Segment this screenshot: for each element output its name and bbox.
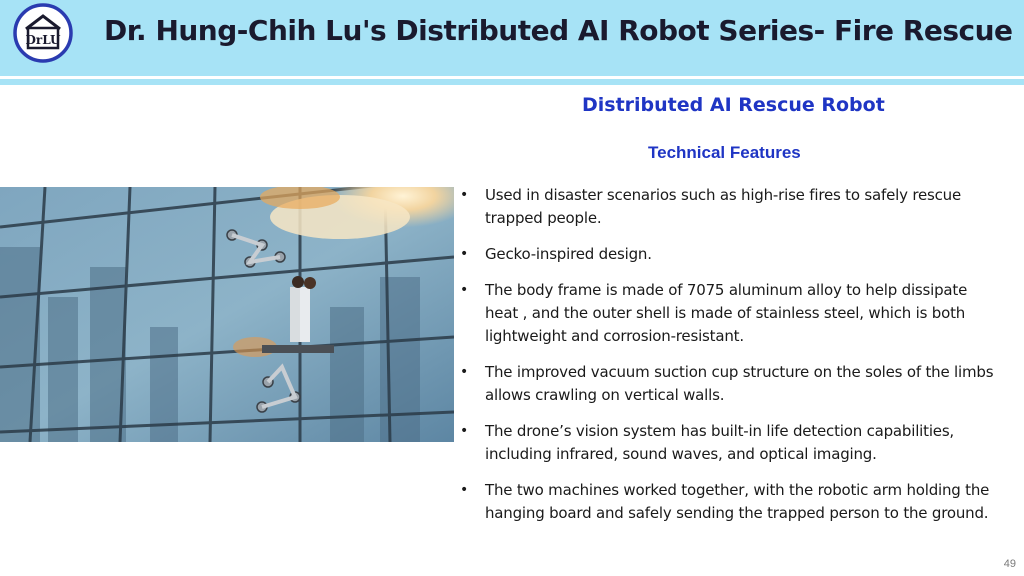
bullet-icon: •	[460, 364, 469, 380]
bullet-icon: •	[460, 482, 469, 498]
feature-text: The two machines worked together, with the robotic arm holding the hanging board and safely sending the trapped person to the ground.	[485, 481, 990, 522]
header-divider-bottom	[0, 79, 1024, 85]
rescue-robot-image	[0, 187, 454, 442]
feature-text: The drone’s vision system has built-in life detection capabilities, including infrared, sound waves, and optical imaging.	[485, 422, 955, 463]
section-title: Technical Features	[648, 143, 801, 162]
list-item	[458, 279, 994, 348]
list-item	[458, 420, 994, 466]
header-divider-top	[0, 72, 1024, 76]
bullet-icon: •	[460, 423, 469, 439]
feature-text: Gecko-inspired design.	[485, 245, 652, 263]
bullet-icon: •	[460, 246, 469, 262]
drlu-logo	[12, 2, 74, 64]
logo-text: DrLU	[25, 33, 61, 47]
list-item	[458, 361, 994, 407]
feature-text: The improved vacuum suction cup structure on the soles of the limbs allows crawling on vertical walls.	[485, 363, 994, 404]
list-item	[458, 243, 994, 266]
slide-subtitle: Distributed AI Rescue Robot	[582, 94, 885, 116]
list-item	[458, 479, 994, 525]
bullet-icon: •	[460, 282, 469, 298]
page-title: Dr. Hung-Chih Lu's Distributed AI Robot Series- Fire Rescue	[104, 14, 1013, 47]
feature-list	[458, 184, 994, 538]
feature-text: The body frame is made of 7075 aluminum alloy to help dissipate heat , and the outer shell is made of stainless steel, which is both lightweight and corrosion-resistant.	[485, 281, 968, 345]
feature-text: Used in disaster scenarios such as high-rise fires to safely rescue trapped people.	[485, 186, 961, 227]
bullet-icon: •	[460, 187, 469, 203]
list-item	[458, 184, 994, 230]
page-number: 49	[1003, 558, 1016, 570]
